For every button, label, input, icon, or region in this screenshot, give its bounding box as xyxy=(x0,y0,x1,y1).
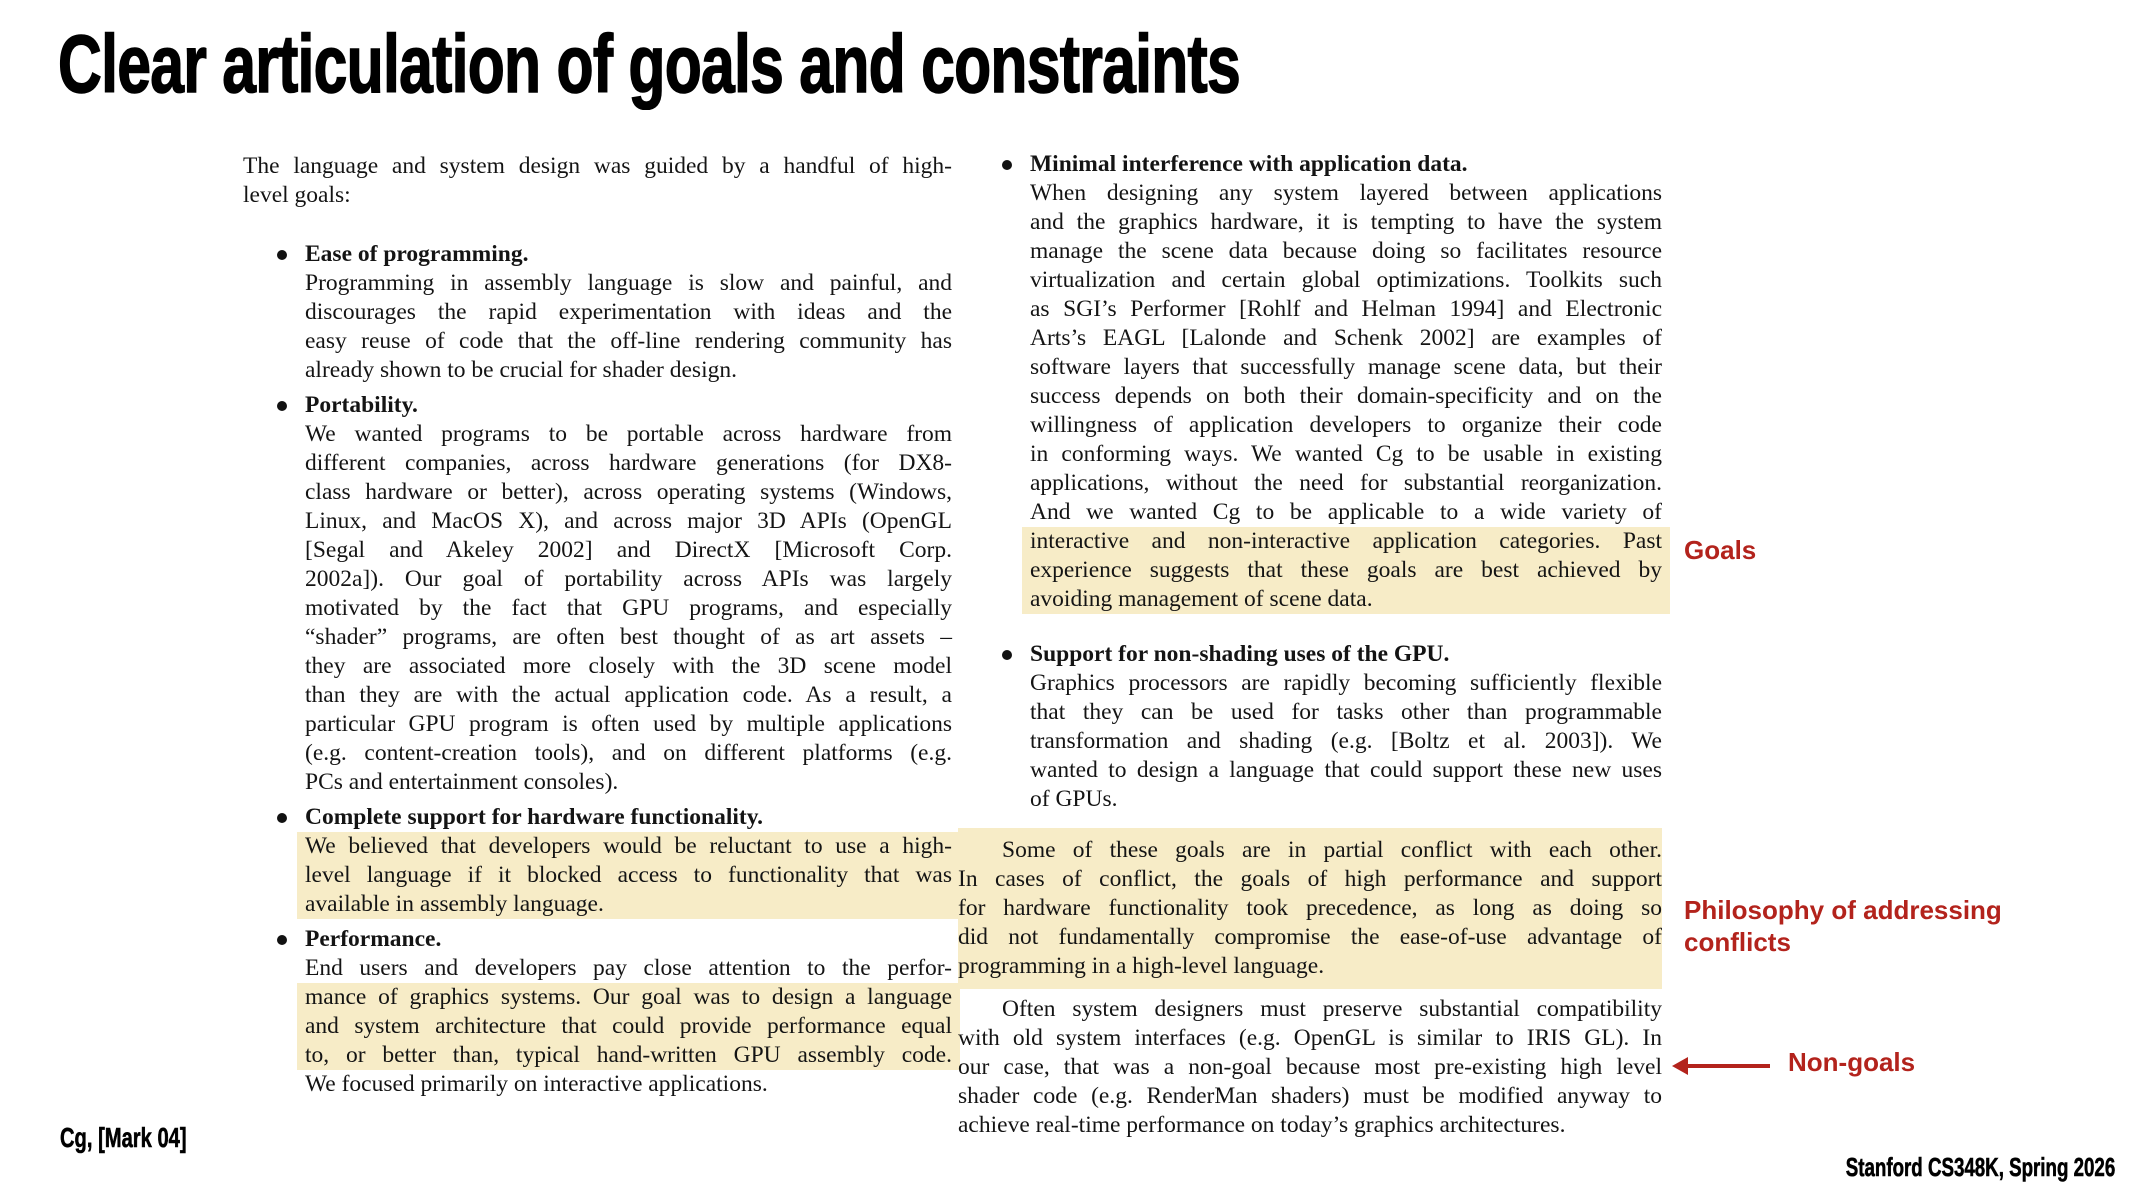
text-line: available in assembly language. xyxy=(297,890,960,919)
text-line: (e.g. content-creation tools), and on different platforms (e.g. xyxy=(305,740,952,766)
text-line: than they are with the actual application code. As a result, a xyxy=(305,682,952,708)
text-line: programming in a high-level language. xyxy=(958,953,1325,979)
text-line: class hardware or better), across operating systems (Windows, xyxy=(305,479,952,505)
text-line: easy reuse of code that the off-line rendering community has xyxy=(305,328,952,354)
text-line: motivated by the fact that GPU programs, and especially xyxy=(305,595,952,621)
text-line: level language if it blocked access to functionality that was xyxy=(297,861,960,890)
bullet-item xyxy=(958,150,1662,614)
bullet-heading: Support for non-shading uses of the GPU. xyxy=(1030,640,1662,669)
paper-column-left xyxy=(243,152,952,1105)
bullet-item xyxy=(243,803,952,919)
text-line: willingness of application developers to organize their code xyxy=(1030,412,1662,438)
text-line: We wanted programs to be portable across hardware from xyxy=(305,421,952,447)
paragraph-body xyxy=(1030,669,1662,814)
text-line: and the graphics hardware, it is tempting to have the system xyxy=(1030,209,1662,235)
text-line: and system architecture that could provide performance equal xyxy=(297,1012,960,1041)
page-title: Clear articulation of goals and constraints xyxy=(58,19,1241,110)
paragraph xyxy=(958,828,1662,989)
text-line: We believed that developers would be reluctant to use a high- xyxy=(297,832,960,861)
bullet-heading: Minimal interference with application data. xyxy=(1030,150,1662,179)
text-line: avoiding management of scene data. xyxy=(1022,585,1670,614)
bullet-icon xyxy=(1002,650,1012,660)
text-line: virtualization and certain global optimizations. Toolkits such xyxy=(1030,267,1662,293)
bullet-icon xyxy=(277,401,287,411)
text-line: Arts’s EAGL [Lalonde and Schenk 2002] are examples of xyxy=(1030,325,1662,351)
non-goals-arrow-icon xyxy=(1672,1055,1776,1077)
bullet-icon xyxy=(1002,160,1012,170)
text-line: they are associated more closely with the 3D scene model xyxy=(305,653,952,679)
text-line: that they can be used for tasks other than programmable xyxy=(1030,699,1662,725)
text-line: PCs and entertainment consoles). xyxy=(305,769,619,795)
text-line: different companies, across hardware generations (for DX8- xyxy=(305,450,952,476)
text-line: Programming in assembly language is slow and painful, and xyxy=(305,270,952,296)
bullet-icon xyxy=(277,813,287,823)
bullet-item xyxy=(958,640,1662,814)
arrow-line xyxy=(1686,1064,1770,1068)
text-line: In cases of conflict, the goals of high performance and support xyxy=(958,866,1662,892)
paper-column-right xyxy=(958,150,1662,1140)
text-line: particular GPU program is often used by multiple applications xyxy=(305,711,952,737)
course-label: Stanford CS348K, Spring 2026 xyxy=(1845,1152,2115,1182)
text-line: success depends on both their domain-specificity and on the xyxy=(1030,383,1662,409)
text-line: applications, without the need for substantial reorganization. xyxy=(1030,470,1662,496)
text-line: our case, that was a non-goal because most pre-existing high level xyxy=(958,1054,1662,1080)
text-line: with old system interfaces (e.g. OpenGL is similar to IRIS GL). In xyxy=(958,1025,1662,1051)
text-line: for hardware functionality took precedence, as long as doing so xyxy=(958,895,1662,921)
text-line: achieve real-time performance on today’s graphics architectures. xyxy=(958,1112,1566,1138)
text-line: mance of graphics systems. Our goal was to design a language xyxy=(297,983,960,1012)
text-line: software layers that successfully manage scene data, but their xyxy=(1030,354,1662,380)
text-line: already shown to be crucial for shader design. xyxy=(305,357,737,383)
text-line: experience suggests that these goals are best achieved by xyxy=(1022,556,1670,585)
citation-label: Cg, [Mark 04] xyxy=(60,1122,187,1153)
paragraph-body xyxy=(305,832,952,919)
text-line: discourages the rapid experimentation with ideas and the xyxy=(305,299,952,325)
text-line: “shader” programs, are often best thought of as art assets – xyxy=(305,624,952,650)
text-line: We focused primarily on interactive applications. xyxy=(305,1071,768,1097)
bullet-heading: Performance. xyxy=(305,925,952,954)
text-line: When designing any system layered between applications xyxy=(1030,180,1662,206)
text-line: to, or better than, typical hand-written GPU assembly code. xyxy=(297,1041,960,1070)
text-line: Some of these goals are in partial conflict with each other. xyxy=(1002,837,1662,863)
paragraph-body xyxy=(958,836,1662,981)
text-line: wanted to design a language that could support these new uses xyxy=(1030,757,1662,783)
goals-annotation: Goals xyxy=(1684,535,1757,565)
text-line: shader code (e.g. RenderMan shaders) must be modified anyway to xyxy=(958,1083,1662,1109)
text-line: End users and developers pay close attention to the perfor- xyxy=(305,955,952,981)
paragraph-body xyxy=(305,269,952,385)
non-goals-annotation: Non-goals xyxy=(1788,1047,1916,1077)
text-line: in conforming ways. We wanted Cg to be usable in existing xyxy=(1030,441,1662,467)
text-line: 2002a]). Our goal of portability across APIs was largely xyxy=(305,566,952,592)
paragraph-body xyxy=(305,954,952,1099)
bullet-heading: Complete support for hardware functionality. xyxy=(305,803,952,832)
text-line: of GPUs. xyxy=(1030,786,1118,812)
text-line: And we wanted Cg to be applicable to a wide variety of xyxy=(1030,499,1662,525)
text-line: did not fundamentally compromise the ease-of-use advantage of xyxy=(958,924,1662,950)
text-line: manage the scene data because doing so facilitates resource xyxy=(1030,238,1662,264)
bullet-icon xyxy=(277,935,287,945)
bullet-heading: Ease of programming. xyxy=(305,240,952,269)
bullet-heading: Portability. xyxy=(305,391,952,420)
text-line: [Segal and Akeley 2002] and DirectX [Microsoft Corp. xyxy=(305,537,952,563)
bullet-icon xyxy=(277,250,287,260)
text-line: level goals: xyxy=(243,182,351,208)
text-line: Graphics processors are rapidly becoming sufficiently flexible xyxy=(1030,670,1662,696)
text-line: Linux, and MacOS X), and across major 3D APIs (OpenGL xyxy=(305,508,952,534)
philosophy-annotation: Philosophy of addressing conflicts xyxy=(1684,895,2002,957)
bullet-item xyxy=(243,240,952,385)
paragraph-body xyxy=(1030,179,1662,614)
bullet-item xyxy=(243,925,952,1099)
paragraph-body xyxy=(305,420,952,797)
text-line: The language and system design was guided by a handful of high- xyxy=(243,153,952,179)
paragraph-body xyxy=(243,152,952,210)
arrow-head xyxy=(1672,1057,1688,1075)
paragraph xyxy=(243,152,952,210)
paragraph-body xyxy=(958,995,1662,1140)
text-line: transformation and shading (e.g. [Boltz et al. 2003]). We xyxy=(1030,728,1662,754)
text-line: Often system designers must preserve substantial compatibility xyxy=(1002,996,1662,1022)
text-line: interactive and non-interactive application categories. Past xyxy=(1022,527,1670,556)
bullet-item xyxy=(243,391,952,797)
paragraph xyxy=(958,995,1662,1140)
text-line: as SGI’s Performer [Rohlf and Helman 1994] and Electronic xyxy=(1030,296,1662,322)
